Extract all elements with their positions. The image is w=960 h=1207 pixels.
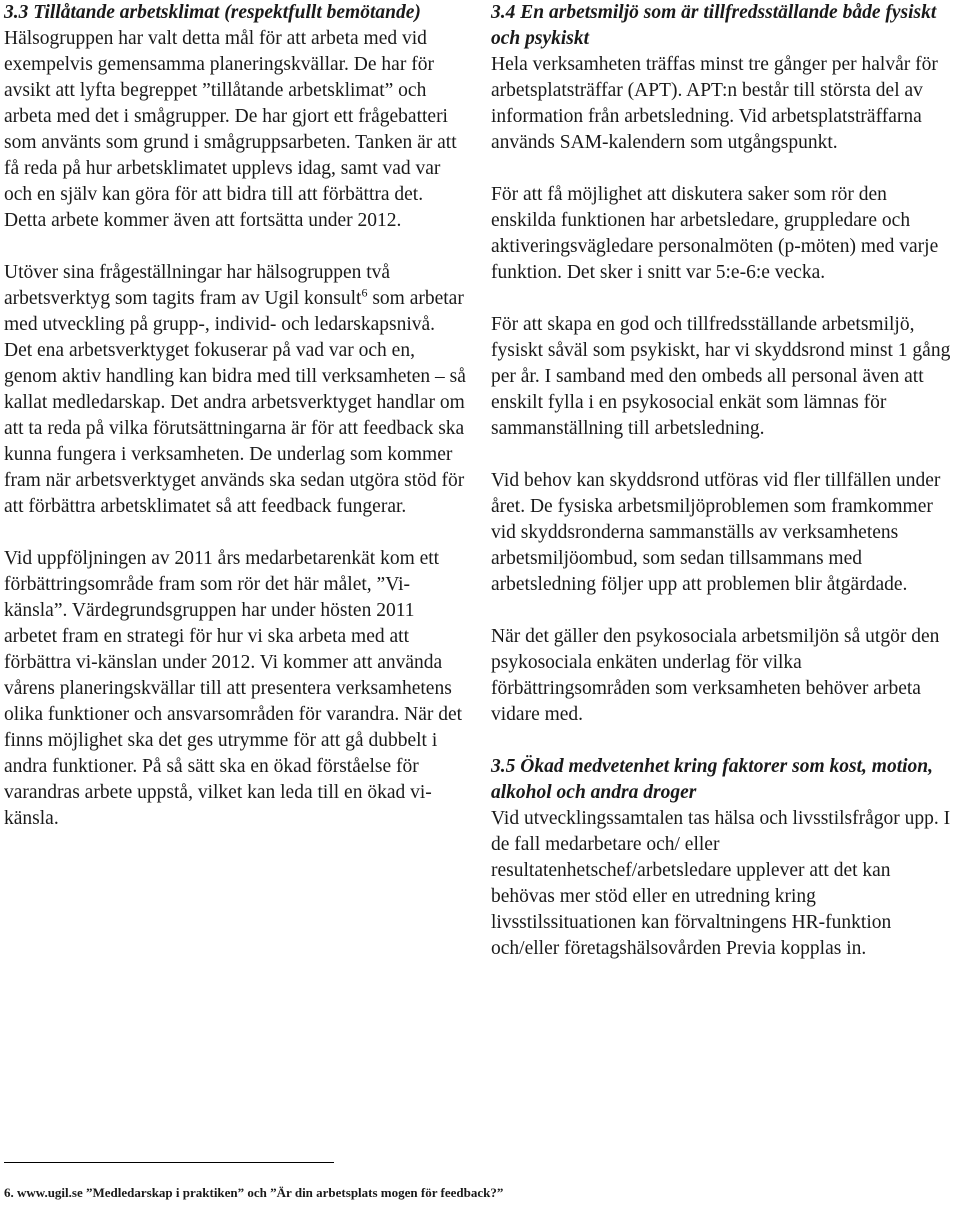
left-column xyxy=(4,0,466,858)
paragraph: Vid utvecklingssamtalen tas hälsa och livsstilsfrågor upp. I de fall medarbetare och/ eller resultatenhetschef/arbetsledare upplever att det kan behövas mer stöd eller en utredning kring livsstilssituationen kan förvaltningens HR-funktion och/eller företagshälsovården Previa kopplas in. xyxy=(491,808,951,959)
footnote: 6. www.ugil.se ”Medledarskap i praktiken” och ”Är din arbetsplats mogen för feedback?” xyxy=(4,1185,504,1200)
paragraph: För att skapa en god och tillfredsställande arbetsmiljö, fysiskt såväl som psykiskt, har vi skyddsrond minst 1 gång per år. I samband med den ombeds all personal även att enskilt fylla i en psykosocial enkät som lämnas för sammanställning till arbetsledning. xyxy=(491,314,951,439)
section-heading-3-3: 3.3 Tillåtande arbetsklimat (respektfullt bemötande) xyxy=(4,2,421,23)
paragraph-text: Utöver sina frågeställningar har hälsogruppen två arbetsverktyg som tagits fram av Ugil konsult xyxy=(4,262,391,309)
paragraph xyxy=(4,260,466,520)
paragraph-text: som arbetar med utveckling på grupp-, individ- och ledarskapsnivå. Det ena arbetsverktyget fokuserar på vad var och en, genom aktiv handling kan bidra med till verksamheten – så kallat medledarskap. Det andra arbetsverktyget handlar om att ta reda på vilka förutsättningarna är för att feedback ska kunna fungera i verksamheten. De underlag som kommer fram när arbetsverktyget används ska sedan utgöra stöd för att förbättra arbetsklimatet så att feedback fungerar. xyxy=(4,288,466,517)
paragraph: Hälsogruppen har valt detta mål för att arbeta med vid exempelvis gemensamma planeringskvällar. De har för avsikt att lyfta begreppet ”tillåtande arbetsklimat” och arbeta med det i smågrupper. De har gjort ett frågebatteri som använts som grund i smågruppsarbeten. Tanken är att få reda på hur arbetsklimatet upplevs idag, samt vad var och en själv kan göra för att bidra till att förbättra det. Detta arbete kommer även att fortsätta under 2012. xyxy=(4,28,457,231)
section-heading-3-4: 3.4 En arbetsmiljö som är tillfredsställande både fysiskt och psykiskt xyxy=(491,2,937,49)
section-heading-3-5: 3.5 Ökad medvetenhet kring faktorer som kost, motion, alkohol och andra droger xyxy=(491,756,934,803)
paragraph: När det gäller den psykosociala arbetsmiljön så utgör den psykosociala enkäten underlag för vilka förbättringsområden som verksamheten behöver arbeta vidare med. xyxy=(491,626,940,725)
paragraph: Vid behov kan skyddsrond utföras vid fler tillfällen under året. De fysiska arbetsmiljöproblemen som framkommer vid skyddsronderna sammanställs av verksamhetens arbetsmiljöombud, som sedan tillsammans med arbetsledning följer upp att problemen blir åtgärdade. xyxy=(491,470,941,595)
right-column xyxy=(491,0,953,962)
footnote-reference[interactable]: 6 xyxy=(361,285,368,300)
footnote-divider xyxy=(4,1162,334,1163)
paragraph: Vid uppföljningen av 2011 års medarbetarenkät kom ett förbättringsområde fram som rör det här målet, ”Vi-känsla”. Värdegrundsgruppen har under hösten 2011 arbetet fram en strategi för hur vi ska arbeta med att förbättra vi-känslan under 2012. Vi kommer att använda vårens planeringskvällar till att presentera verksamhetens olika funktioner och ansvarsområden för varandra. När det finns möjlighet ska det ges utrymme för att gå dubbelt i andra funktioner. På så sätt ska en ökad förståelse för varandras arbete uppstå, vilket kan leda till en ökad vi-känsla. xyxy=(4,548,463,829)
paragraph: Hela verksamheten träffas minst tre gånger per halvår för arbetsplatsträffar (APT). APT:n består till största del av information från arbetsledning. Vid arbetsplatsträffarna används SAM-kalendern som utgångspunkt. xyxy=(491,54,938,153)
paragraph: För att få möjlighet att diskutera saker som rör den enskilda funktionen har arbetsledare, gruppledare och aktiveringsvägledare personalmöten (p-möten) med varje funktion. Det sker i snitt var 5:e-6:e vecka. xyxy=(491,184,939,283)
